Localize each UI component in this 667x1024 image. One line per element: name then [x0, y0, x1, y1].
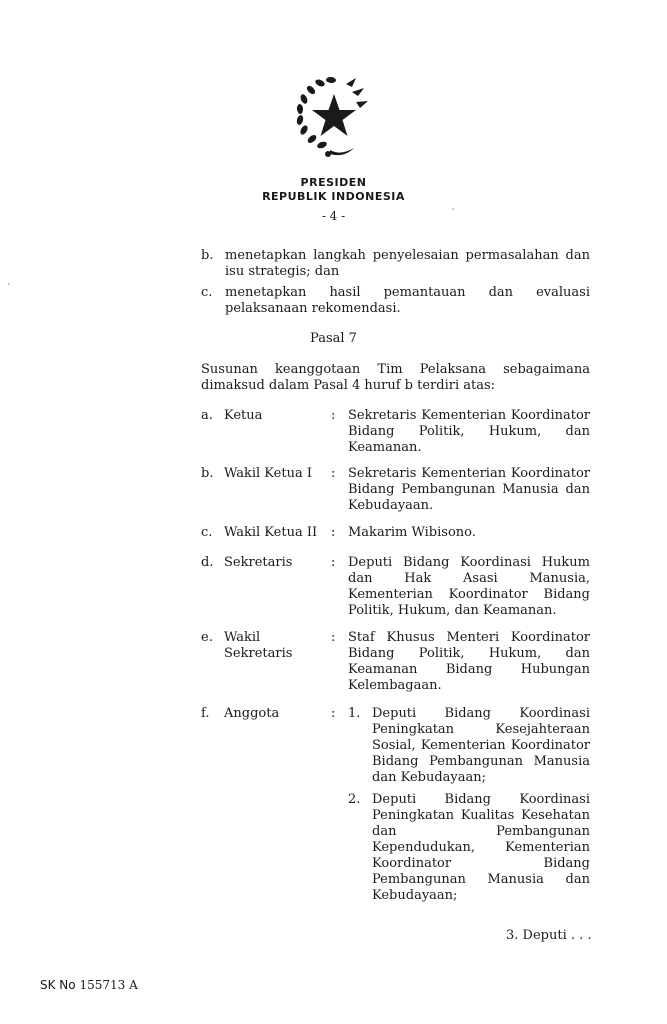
member-c-label: Wakil Ketua II — [224, 525, 318, 540]
member-b-label: Wakil Ketua I — [224, 466, 312, 481]
member-a-line: Sekretaris Kementerian Koordinator — [348, 408, 590, 423]
member-a-colon: : — [331, 408, 336, 423]
document-code — [40, 978, 138, 992]
member-f-sub1-line: Deputi Bidang Koordinasi — [372, 706, 590, 721]
member-f-marker: f. — [201, 706, 210, 721]
member-f-sub1-line: dan Kebudayaan; — [372, 770, 486, 785]
scan-speck — [452, 208, 454, 210]
item-c-line2: pelaksanaan rekomendasi. — [225, 301, 401, 316]
member-f-label: Anggota — [224, 706, 280, 721]
member-d-label: Sekretaris — [224, 555, 293, 570]
member-f-sub2-line: Kebudayaan; — [372, 888, 458, 903]
article-intro-line1: Susunan keanggotaan Tim Pelaksana sebagaimana — [201, 362, 590, 377]
member-f-sub2-line: Deputi Bidang Koordinasi — [372, 792, 590, 807]
header-president: PRESIDEN — [300, 176, 367, 189]
member-c-colon: : — [331, 525, 336, 540]
item-b-marker: b. — [201, 248, 214, 263]
member-e-line: Keamanan Bidang Hubungan — [348, 662, 590, 677]
member-e-line: Kelembagaan. — [348, 678, 442, 693]
member-e-label: Wakil — [224, 630, 261, 645]
member-f-sub1-line: Sosial, Kementerian Koordinator — [372, 738, 590, 753]
garuda-star-emblem — [282, 72, 374, 164]
member-e-label: Sekretaris — [224, 646, 293, 661]
member-b-line: Kebudayaan. — [348, 498, 434, 513]
member-f-sub2-line: dan Pembangunan — [372, 824, 590, 839]
member-c-line: Makarim Wibisono. — [348, 525, 476, 540]
member-d-line: Deputi Bidang Koordinasi Hukum — [348, 555, 590, 570]
item-b-line2: isu strategis; dan — [225, 264, 340, 279]
member-a-marker: a. — [201, 408, 213, 423]
page-number: - 4 - — [321, 209, 346, 223]
member-f-sub1-line: Peningkatan Kesejahteraan — [372, 722, 590, 737]
continuation-text: 3. Deputi . . . — [506, 928, 592, 943]
member-f-sub2-number: 2. — [348, 792, 361, 807]
member-f-colon: : — [331, 706, 336, 721]
member-e-colon: : — [331, 630, 336, 645]
member-d-line: Politik, Hukum, dan Keamanan. — [348, 603, 557, 618]
document-code-prefix: SK No — [40, 978, 76, 992]
member-a-line: Keamanan. — [348, 440, 422, 455]
article-intro-line2: dimaksud dalam Pasal 4 huruf b terdiri atas: — [201, 378, 496, 393]
member-f-sub2-line: Peningkatan Kualitas Kesehatan — [372, 808, 590, 823]
member-c-marker: c. — [201, 525, 213, 540]
member-f-sub2-line: Kependudukan, Kementerian — [372, 840, 590, 855]
member-a-label: Ketua — [224, 408, 263, 423]
member-b-marker: b. — [201, 466, 214, 481]
item-b-line1: menetapkan langkah penyelesaian permasalahan dan — [225, 248, 590, 263]
member-e-marker: e. — [201, 630, 213, 645]
member-d-line: Kementerian Koordinator Bidang — [348, 587, 590, 602]
member-f-sub2-line: Koordinator Bidang — [372, 856, 590, 871]
member-e-line: Bidang Politik, Hukum, dan — [348, 646, 590, 661]
member-d-colon: : — [331, 555, 336, 570]
article-title: Pasal 7 — [310, 331, 357, 346]
member-b-line: Bidang Pembangunan Manusia dan — [348, 482, 590, 497]
item-c-marker: c. — [201, 285, 213, 300]
document-code-number: 155713 A — [79, 978, 138, 992]
member-e-line: Staf Khusus Menteri Koordinator — [348, 630, 590, 645]
member-d-line: dan Hak Asasi Manusia, — [348, 571, 590, 586]
scan-speck — [8, 283, 10, 285]
member-d-marker: d. — [201, 555, 214, 570]
member-f-sub1-number: 1. — [348, 706, 361, 721]
member-f-sub1-line: Bidang Pembangunan Manusia — [372, 754, 590, 769]
item-c-line1: menetapkan hasil pemantauan dan evaluasi — [225, 285, 590, 300]
header-republic: REPUBLIK INDONESIA — [262, 190, 405, 203]
member-b-colon: : — [331, 466, 336, 481]
member-b-line: Sekretaris Kementerian Koordinator — [348, 466, 590, 481]
member-a-line: Bidang Politik, Hukum, dan — [348, 424, 590, 439]
member-f-sub2-line: Pembangunan Manusia dan — [372, 872, 590, 887]
